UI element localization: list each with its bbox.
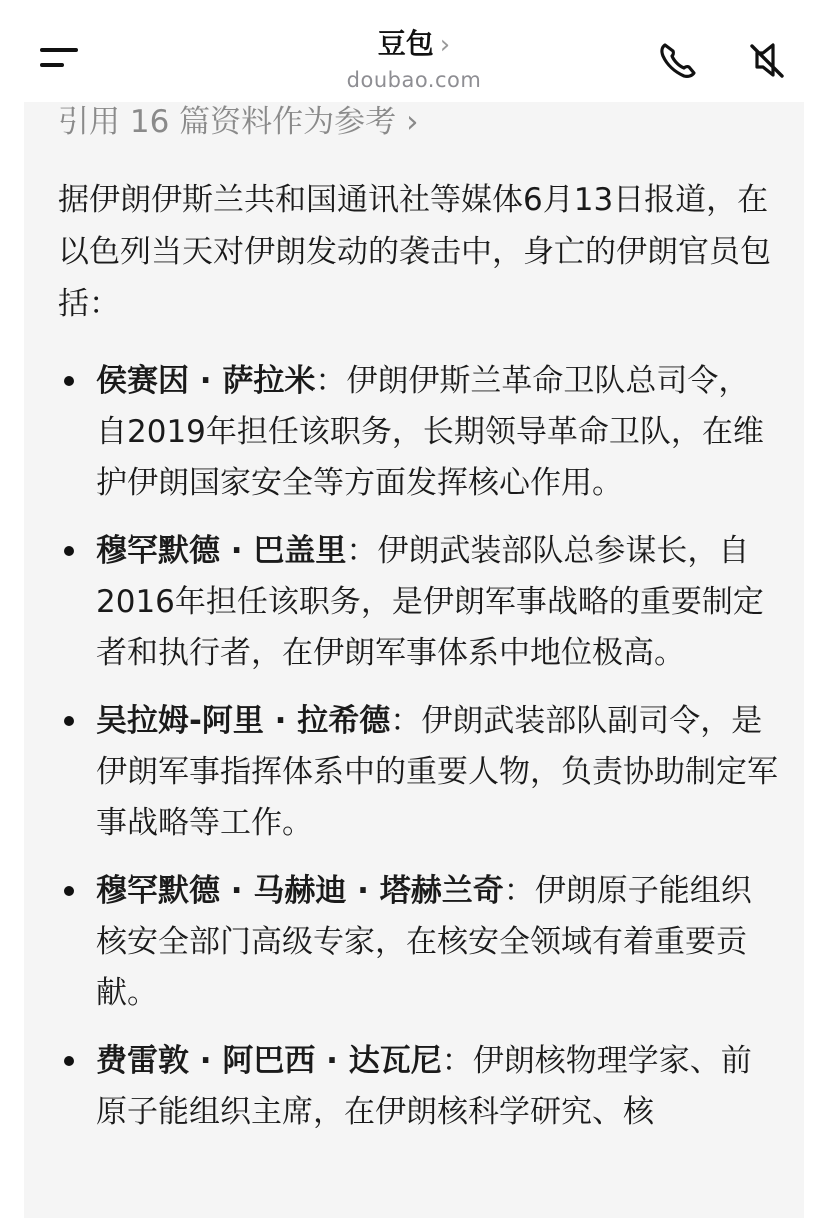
bullet-icon — [64, 716, 74, 726]
official-name: 穆罕默德 · 巴盖里 — [96, 533, 347, 569]
official-desc: ：伊朗伊斯兰革命卫队总司令，自2019年担任该职务，长期领导革命卫队，在维护伊朗国家安全等方面发挥核心作用。 — [96, 363, 764, 501]
official-desc: ：伊朗原子能组织核安全部门高级专家，在核安全领域有着重要贡献。 — [96, 873, 752, 1011]
list-item — [58, 866, 778, 1019]
list-item — [58, 696, 778, 849]
official-desc: ：伊朗核物理学家、前原子能组织主席，在伊朗核科学研究、核 — [96, 1043, 752, 1130]
menu-icon-bar-bottom — [40, 63, 64, 67]
app-domain: doubao.com — [346, 68, 482, 92]
phone-call-button[interactable] — [657, 40, 701, 80]
official-desc: ：伊朗武装部队总参谋长，自2016年担任该职务，是伊朗军事战略的重要制定者和执行者，在伊朗军事体系中地位极高。 — [96, 533, 764, 671]
bullet-icon — [64, 1056, 74, 1066]
official-name: 穆罕默德 · 马赫迪 · 塔赫兰奇 — [96, 873, 504, 909]
list-item — [58, 1036, 778, 1138]
official-name: 费雷敦 · 阿巴西 · 达瓦尼 — [96, 1043, 442, 1079]
official-name: 侯赛因 · 萨拉米 — [96, 363, 316, 399]
references-link[interactable] — [58, 102, 419, 142]
answer-card — [24, 102, 804, 1218]
mute-button[interactable] — [744, 38, 788, 82]
phone-icon — [657, 40, 701, 80]
top-bar — [0, 0, 828, 102]
intro-paragraph: 据伊朗伊斯兰共和国通讯社等媒体6月13日报道，在以色列当天对伊朗发动的袭击中，身亡的伊朗官员包括： — [58, 182, 771, 322]
chevron-right-icon: › — [439, 30, 451, 60]
list-item — [58, 356, 778, 509]
references-label: 引用 16 篇资料作为参考 — [58, 104, 397, 140]
title-wrap — [0, 22, 828, 62]
official-name: 吴拉姆-阿里 · 拉希德 — [96, 703, 391, 739]
official-desc: ：伊朗武装部队副司令，是伊朗军事指挥体系中的重要人物，负责协助制定军事战略等工作。 — [96, 703, 778, 841]
chevron-right-icon: › — [406, 104, 419, 140]
bullet-icon — [64, 376, 74, 386]
officials-list — [58, 356, 778, 1155]
mute-icon — [744, 38, 788, 82]
app-title: 豆包 — [377, 27, 434, 60]
list-item — [58, 526, 778, 679]
bullet-icon — [64, 546, 74, 556]
app-title-button[interactable] — [378, 22, 450, 62]
bullet-icon — [64, 886, 74, 896]
